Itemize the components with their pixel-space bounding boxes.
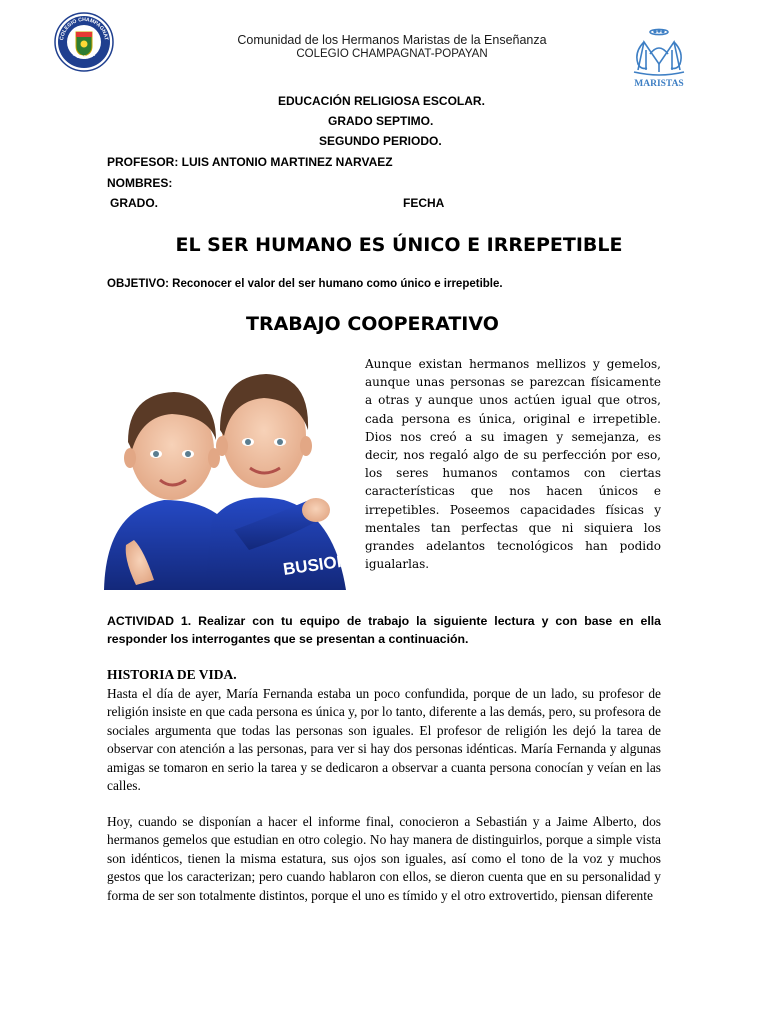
activity-instructions: ACTIVIDAD 1. Realizar con tu equipo de trabajo la siguiente lectura y con base en ella responder los interrogantes que se presentan a continuación. [107, 614, 661, 646]
date-label: FECHA [403, 196, 445, 210]
svg-text:BUSION: BUSION [281, 550, 351, 579]
teacher-line: PROFESOR: LUIS ANTONIO MARTINEZ NARVAEZ [107, 155, 393, 169]
svg-text:COLEGIO CHAMPAGNAT: COLEGIO CHAMPAGNAT [59, 16, 109, 41]
names-label: NOMBRES: [107, 176, 173, 190]
twin-boys-photo [84, 350, 354, 590]
intro-paragraph: Aunque existan hermanos mellizos y gemelos, aunque unas personas se parezcan físicamente a otras y aunque unos actúen igual que otros, cada persona es única, original e irrepetible. Dios nos creó a su imagen y semejanza, es decir, nos regaló algo de su perfección por eso, los seres humanos contamos con ciertas características que nos hacen únicos e irrepetibles. Poseemos capacidades físicas y mentales tan perfectas que ni siquiera los grandes adelantos tecnológicos han podido igualarlas. [365, 357, 661, 572]
maristas-logo [624, 26, 694, 92]
story-heading: HISTORIA DE VIDA. [107, 667, 237, 682]
period-line: SEGUNDO PERIODO. [319, 134, 442, 148]
grade-label: GRADO. [110, 196, 158, 210]
subject-line: EDUCACIÓN RELIGIOSA ESCOLAR. [278, 94, 485, 108]
story-paragraph-2: Hoy, cuando se disponían a hacer el informe final, conocieron a Sebastián y a Jaime Alberto, dos hermanos gemelos que estudian en otro colegio. No hay manera de distinguirlos, porque a simple vista son idénticos, tienen la misma estatura, sus ojos son iguales, así como el tono de la voz y muchos gestos que los caracterizan; pero cuando hablaron con ellos, se dieron cuenta que en su personalidad y forma de ser son totalmente distintos, porque el uno es tímido y el otro extrovertido, piensan diferente [107, 814, 661, 903]
section-subtitle: TRABAJO COOPERATIVO [246, 313, 499, 335]
story-paragraph-1: Hasta el día de ayer, María Fernanda estaba un poco confundida, porque de un lado, su profesor de religión insiste en que cada persona es única y, por lo tanto, diferente a las demás, pero, su profesora de sociales argumenta que todas las personas son iguales. El profesor de religión les dejó la tarea de observar con atención a las personas, para ver si hay dos personas idénticas. María Fernanda y algunas amigas se tomaron en serio la tarea y se dedicaron a observar a cuanta persona conocían y veían en las calles. [107, 686, 661, 794]
institution-name: Comunidad de los Hermanos Maristas de la Enseñanza [237, 33, 547, 47]
objective-text: OBJETIVO: Reconocer el valor del ser humano como único e irrepetible. [107, 278, 503, 290]
grade-line: GRADO SEPTIMO. [328, 114, 434, 128]
school-name: COLEGIO CHAMPAGNAT-POPAYAN [296, 48, 488, 60]
svg-text:MARISTAS: MARISTAS [634, 79, 684, 89]
document-title: EL SER HUMANO ES ÚNICO E IRREPETIBLE [175, 234, 623, 256]
svg-text:POPAYAN: POPAYAN [71, 51, 97, 61]
